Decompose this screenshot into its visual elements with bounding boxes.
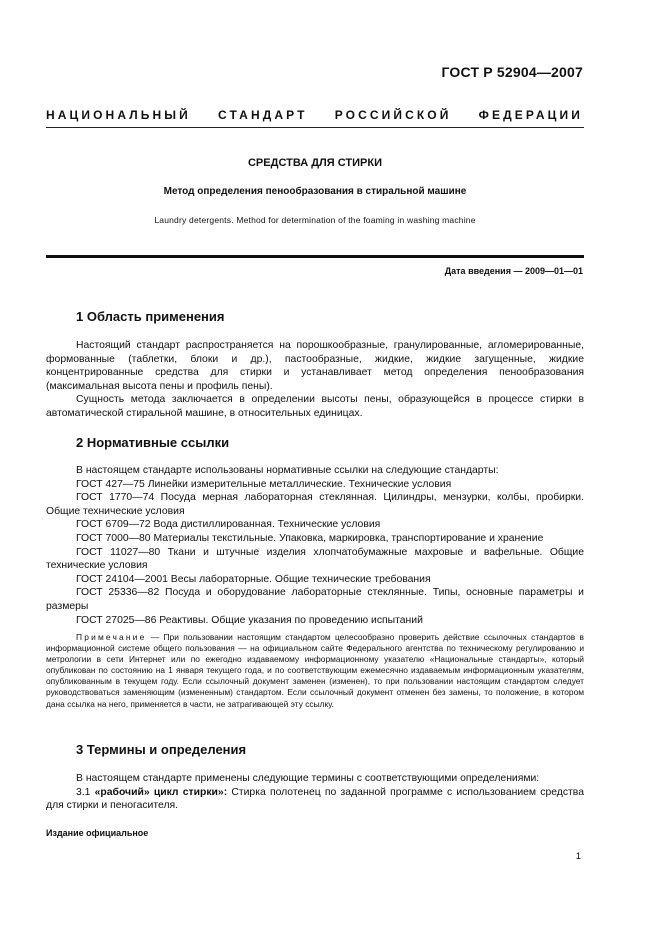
reference-item: ГОСТ 7000—80 Материалы текстильные. Упаковка, маркировка, транспортирование и хранение (76, 532, 544, 544)
header-divider (46, 127, 584, 128)
term-number: 3.1 (76, 786, 95, 798)
document-title: СРЕДСТВА ДЛЯ СТИРКИ (247, 157, 382, 169)
section-3-heading: 3 Термины и определения (76, 742, 247, 757)
references-list (46, 464, 584, 627)
section-1-heading: 1 Область применения (76, 309, 225, 324)
title-divider (46, 255, 584, 258)
references-note (46, 632, 584, 710)
section-3-body (46, 772, 584, 813)
introduction-date: Дата введения — 2009—01—01 (444, 266, 583, 276)
reference-item: ГОСТ 427—75 Линейки измерительные металлические. Технические условия (76, 478, 452, 490)
reference-item: ГОСТ 11027—80 Ткани и штучные изделия хлопчатобумажные махровые и вафельные. Общие технические условия (46, 546, 584, 572)
edition-label: Издание официальное (46, 828, 149, 838)
document-subtitle: Метод определения пенообразования в стиральной машине (163, 186, 467, 197)
reference-item: ГОСТ 25336—82 Посуда и оборудование лабораторные стеклянные. Типы, основные параметры и размеры (46, 587, 584, 612)
section-1-paragraph-1: Настоящий стандарт распространяется на порошкообразные, гранулированные, агломерированные, формованные (таблетки, блоки и др.), пастообразные, жидкие, жидкие загущенные, жидкие концентрированные средства для стирки и устанавливает метод определения пенообразования (максимальная высота пены и профиль пены). (46, 340, 584, 392)
reference-item: ГОСТ 24104—2001 Весы лабораторные. Общие технические требования (76, 573, 431, 585)
note-label: Примечание (76, 632, 147, 642)
term-definition: Стирка полотенец по заданной программе с использованием средства для стирки и пеногасителя. (46, 786, 584, 812)
reference-item: ГОСТ 1770—74 Посуда мерная лабораторная стеклянная. Цилиндры, мензурки, колбы, пробирки. Общие технические условия (46, 492, 584, 517)
section-3-intro: В настоящем стандарте применены следующие термины с соответствующими определениями: (76, 773, 540, 784)
page-number: 1 (575, 851, 581, 862)
standard-code: ГОСТ Р 52904—2007 (441, 64, 583, 80)
note-text: — При пользовании настоящим стандартом целесообразно проверить действие ссылочных стандартов в информационной системе общего пользования — на официальном сайте Федерального агентства по техническому регулированию и метрологии в сети Интернет или по ежегодно издаваемому информационному указателю «Национальные стандарты», который опубликован по состоянию на 1 января текущего года, и по соответствующим ежемесячно издаваемым информационным указателям, опубликованным в текущем году. Если ссылочный документ заменен (изменен), то при пользовании настоящим стандартом следует руководствоваться заменяющим (измененным) стандартом. Если ссылочный документ отменен без замены, то положение, в котором дана ссылка на него, применяется в части, не затрагивающей эту ссылку. (46, 632, 584, 709)
section-2-heading: 2 Нормативные ссылки (76, 435, 230, 450)
references-intro: В настоящем стандарте использованы нормативные ссылки на следующие стандарты: (76, 465, 499, 476)
section-1-body (46, 339, 584, 421)
reference-item: ГОСТ 27025—86 Реактивы. Общие указания по проведению испытаний (76, 614, 423, 626)
term-3-1 (46, 786, 584, 813)
reference-item: ГОСТ 6709—72 Вода дистиллированная. Технические условия (76, 519, 381, 531)
english-title: Laundry detergents. Method for determination of the foaming in washing machine (154, 215, 476, 225)
national-standard-banner: НАЦИОНАЛЬНЫЙ СТАНДАРТ РОССИЙСКОЙ ФЕДЕРАЦИИ (46, 108, 583, 122)
section-1-paragraph-2: Сущность метода заключается в определении высоты пены, образующейся в процессе стирки в автоматической стиральной машине, в относительных единицах. (46, 394, 584, 419)
term-name: «рабочий» цикл стирки»: (94, 786, 228, 798)
